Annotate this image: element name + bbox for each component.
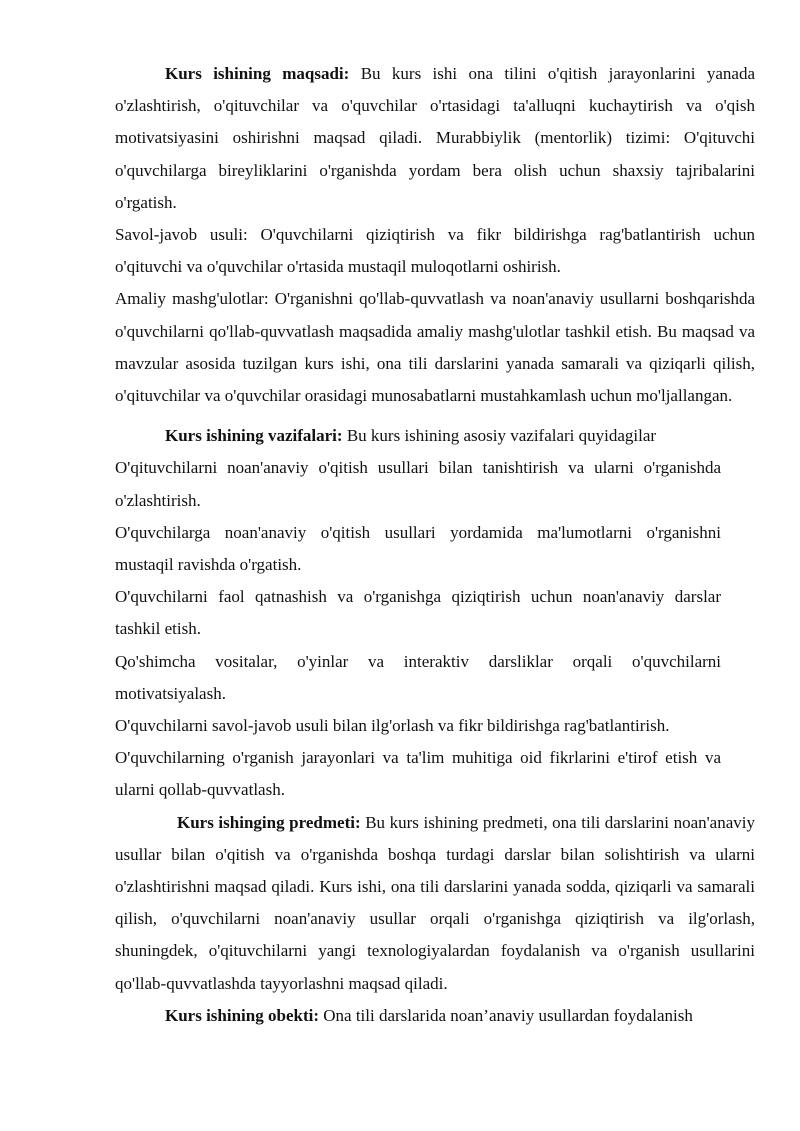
paragraph-predmet xyxy=(115,807,755,1000)
list-item: O'qituvchilarni noan'anaviy o'qitish usullari bilan tanishtirish va ularni o'rganishda o'zlashtirish. xyxy=(115,458,721,510)
list-item: O'quvchilarni savol-javob usuli bilan ilg'orlash va fikr bildirishga rag'batlantirish. xyxy=(115,716,670,736)
paragraph-vazifalar xyxy=(115,420,721,452)
text-obekt: Ona tili darslarida noan’anaviy usullardan foydalanish xyxy=(319,1005,693,1025)
paragraph-maqsad xyxy=(115,58,755,219)
list-item: O'quvchilarning o'rganish jarayonlari va ta'lim muhitiga oid fikrlarini e'tirof etish va ularni qollab-quvvatlash. xyxy=(115,748,721,800)
paragraph-obekt xyxy=(115,1000,755,1032)
text-predmet: Bu kurs ishining predmeti, ona tili darslarini noan'anaviy usullar bilan o'qitish va o'rganishda boshqa turdagi darslar bilan solishtirish va ularni o'zlashtirishni maqsad qiladi. Kurs ishi, ona tili darslarini yanada sodda, qiziqarli va samarali qilish, o'quvchilarni noan'anaviy usullar orqali o'rganishga qiziqtirish va ilg'orlash, shuningdek, o'qituvchilarni yangi texnologiyalardan foydalanish va o'rganish usullarini qo'llab-quvvatlashda tayyorlashni maqsad qiladi. xyxy=(115,812,755,993)
text-maqsad: Bu kurs ishi ona tilini o'qitish jarayonlarini yanada o'zlashtirish, o'qituvchilar va o'quvchilar o'rtasidagi ta'alluqni kuchaytirish va o'qish motivatsiyasini oshirishni maqsad qiladi. Murabbiylik (mentorlik) tizimi: O'qituvchi o'quvchilarga bireyliklarini o'rganishda yordam bera olish uchun shaxsiy tajribalarini o'rgatish. xyxy=(115,64,755,212)
heading-vazifalar: Kurs ishining vazifalari: xyxy=(165,426,343,446)
heading-obekt: Kurs ishining obekti: xyxy=(165,1005,319,1025)
list-item: O'quvchilarga noan'anaviy o'qitish usullari yordamida ma'lumotlarni o'rganishni mustaqil ravishda o'rgatish. xyxy=(115,522,721,575)
list-item: Qo'shimcha vositalar, o'yinlar va interaktiv darsliklar orqali o'quvchilarni motivatsiyalash. xyxy=(115,651,721,703)
document-page xyxy=(115,58,755,1032)
heading-predmet: Kurs ishinging predmeti: xyxy=(177,812,361,832)
text-vazifalar: Bu kurs ishining asosiy vazifalari quyidagilar xyxy=(342,426,657,446)
list-item: O'quvchilarni faol qatnashish va o'rganishga qiziqtirish uchun noan'anaviy darslar tashkil etish. xyxy=(115,587,721,639)
heading-maqsad: Kurs ishining maqsadi: xyxy=(165,64,350,83)
paragraph-savol-javob: Savol-javob usuli: O'quvchilarni qiziqtirish va fikr bildirishga rag'batlantirish uchun o'qituvchi va o'quvchilar o'rtasida mustaqil muloqotlarni oshirish. xyxy=(115,225,755,277)
paragraph-amaliy: Amaliy mashg'ulotlar: O'rganishni qo'llab-quvvatlash va noan'anaviy usullarni boshqarishda o'quvchilarni qo'llab-quvvatlash maqsadida amaliy mashg'ulotlar tashkil etish. Bu maqsad va mavzular asosida tuzilgan kurs ishi, ona tili darslarini yanada samarali va qiziqarli qilish, o'qituvchilar va o'quvchilar orasidagi munosabatlarni mustahkamlash uchun mo'ljallangan. xyxy=(115,289,755,406)
